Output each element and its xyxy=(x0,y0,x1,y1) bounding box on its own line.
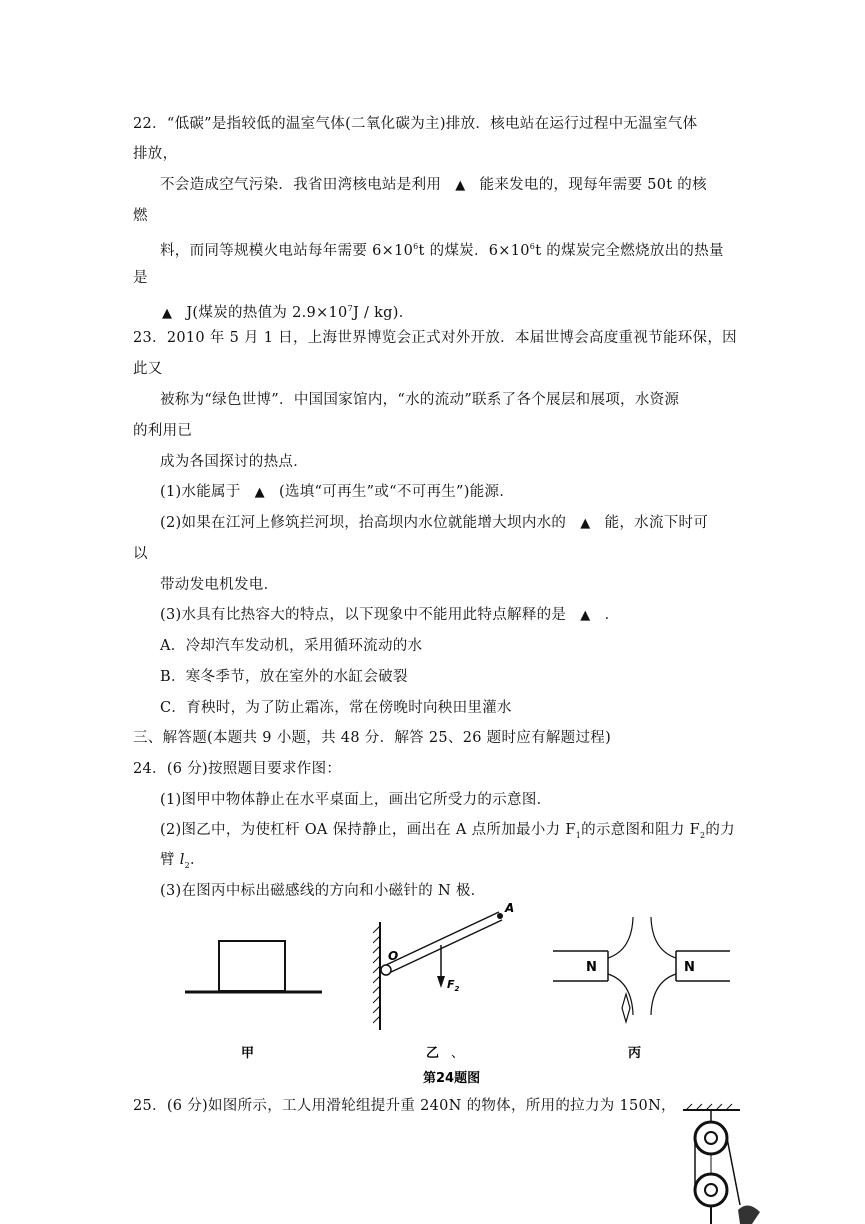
q23-part-2: (2)如果在江河上修筑拦河坝，抬高坝内水位就能增大坝内水的 ▲ 能，水流下时可 xyxy=(160,513,708,534)
q22-line-3: 不会造成空气污染．我省田湾核电站是利用 ▲ 能来发电的，现每年需要 50t 的核 xyxy=(160,175,707,196)
magnet-left-pole: N xyxy=(586,960,597,975)
q22-line-6: 是 xyxy=(133,270,148,286)
q23-line-2: 此又 xyxy=(133,361,163,377)
q23-line-1: 23．2010 年 5 月 1 日，上海世界博览会正式对外开放．本届世博会高度重视节能环保，因 xyxy=(133,330,737,346)
q22-line-7: ▲ J(煤炭的热值为 $2.9\times 10^7J / kg$)． xyxy=(160,299,414,324)
q23-option-b: B．寒冬季节，放在室外的水缸会破裂 xyxy=(160,669,408,685)
q22-line-1: 22．“低碳”是指较低的温室气体(二氧化碳为主)排放．核电站在运行过程中无温室气体 xyxy=(133,116,698,132)
label-o: O xyxy=(388,949,399,963)
label-f2: $F_2$ xyxy=(447,978,460,993)
caption-bing: 丙 xyxy=(628,1046,642,1061)
answer-blank-triangle: ▲ xyxy=(162,305,173,321)
q23-line-5: 成为各国探讨的热点． xyxy=(160,454,308,470)
q24-part-2: (2)图乙中，为使杠杆 OA 保持静止，画出在 A 点所加最小力 $F_1$的示意图和阻力 $F_2$的力 xyxy=(160,822,735,840)
q24-line-1: 24．(6 分)按照题目要求作图： xyxy=(133,761,342,777)
q25-line-1: 25．(6 分)如图所示，工人用滑轮组提升重 240N 的物体，所用的拉力为 150N， xyxy=(133,1098,676,1114)
q22-line-2: 排放， xyxy=(133,146,178,162)
q23-part-1: (1)水能属于 ▲ (选填“可再生”或“不可再生”)能源． xyxy=(160,482,514,503)
q23-option-c: C．育秧时，为了防止霜冻，常在傍晚时向秧田里灌水 xyxy=(160,700,512,716)
figure-yi-lever xyxy=(373,901,514,1030)
caption-yi-mark: 、 xyxy=(451,1046,465,1061)
q22-line-5: 料，而同等规模火电站每年需要 $6\times 10^6t$ 的煤炭．$6\times 10^6t$ 的煤炭完全燃烧放出的热量 xyxy=(160,242,724,259)
figure-title: 第24题图 xyxy=(423,1071,481,1086)
q24-part-2-cont: 臂 $l_2$． xyxy=(160,852,205,870)
answer-blank-triangle: ▲ xyxy=(455,178,466,193)
q23-line-3: 被称为“绿色世博”．中国国家馆内，“水的流动”联系了各个展层和展项，水资源 xyxy=(160,392,680,408)
q23-part-2-cont2: 带动发电机发电． xyxy=(160,577,279,593)
q23-part-3: (3)水具有比热容大的特点，以下现象中不能用此特点解释的是 ▲ ． xyxy=(160,605,619,626)
q23-line-4: 的利用已 xyxy=(133,423,193,439)
answer-blank-triangle: ▲ xyxy=(254,485,265,500)
answer-blank-triangle: ▲ xyxy=(580,516,591,531)
caption-jia: 甲 xyxy=(241,1046,255,1061)
caption-yi: 乙 xyxy=(426,1046,440,1061)
section-3-heading: 三、解答题(本题共 9 小题，共 48 分．解答 25、26 题时应有解题过程) xyxy=(133,730,612,746)
figure-jia-block-on-table xyxy=(185,941,322,992)
compass-needle xyxy=(622,994,630,1022)
q23-option-a: A．冷却汽车发动机，采用循环流动的水 xyxy=(160,638,423,654)
q24-part-1: (1)图甲中物体静止在水平桌面上，画出它所受力的示意图． xyxy=(160,792,552,808)
q22-line-4: 燃 xyxy=(133,208,148,224)
label-a: A xyxy=(505,901,515,915)
figure-bing-magnets xyxy=(553,917,730,1022)
answer-blank-triangle: ▲ xyxy=(580,608,591,623)
magnet-right-pole: N xyxy=(684,960,695,975)
pulley-system-figure xyxy=(683,1104,760,1224)
q24-part-3: (3)在图丙中标出磁感线的方向和小磁针的 N 极． xyxy=(160,883,486,899)
q23-part-2-cont: 以 xyxy=(133,546,148,562)
